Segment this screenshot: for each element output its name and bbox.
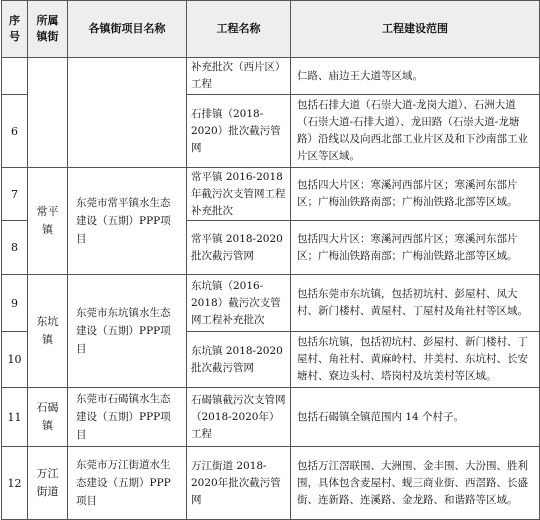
town-cell: 东坑镇: [28, 275, 68, 388]
table-row: [2, 168, 540, 221]
project-cell: 东莞市东坑镇水生态建设（五期）PPP项目: [68, 275, 187, 388]
engineering-cell: 石排镇（2018-2020）批次截污管网: [187, 95, 291, 168]
serial-cell: 8: [2, 221, 28, 275]
engineering-cell: 东坑镇（2016-2018）截污次支管网工程补充批次: [187, 275, 291, 332]
scope-cell: 包括四大片区：寒溪河西部片区；寒溪河东部片区；广梅汕铁路南部；广梅汕铁路北部等区域。: [291, 168, 540, 221]
project-cell: [68, 58, 187, 168]
serial-cell: 7: [2, 168, 28, 221]
header-engineering-name: 工程名称: [187, 1, 291, 58]
engineering-cell: 常平镇 2018-2020批次截污管网: [187, 221, 291, 275]
engineering-cell: 石碣镇截污次支管网（2018-2020年）工程: [187, 388, 291, 447]
scope-cell: 包括四大片区：寒溪河西部片区；寒溪河东部片区；广梅汕铁路南部；广梅汕铁路北部等区域。: [291, 221, 540, 275]
scope-cell: 包括石碣镇全镇范围内 14 个村子。: [291, 388, 540, 447]
scope-cell: 包括石排大道（石崇大道-龙岗大道）、石洲大道（石崇大道-石排大道）、龙田路（石崇大道-龙塘路）沿线以及向西北部工业片区及和下沙南部工业片区等区域。: [291, 95, 540, 168]
header-construction-scope: 工程建设范围: [291, 1, 540, 58]
project-cell: 东莞市石碣镇水生态建设（五期）PPP项目: [68, 388, 187, 447]
table-row: [2, 58, 540, 95]
table-header-row: [2, 1, 540, 58]
scope-cell: 包括万江滘联围、大洲围、金丰围、大汾围、胜利围，具体包含麦屋村、蚬三商业街、西滘路、长盛街、连新路、连溪路、金龙路、和谐路等区域。: [291, 447, 540, 520]
scope-cell: 包括东莞市东坑镇，包括初坑村、彭屋村、凤大村、新门楼村、黄屋村、丁屋村及角社村等区域。: [291, 275, 540, 332]
engineering-cell: 常平镇 2016-2018年截污次支管网工程补充批次: [187, 168, 291, 221]
table-row: [2, 275, 540, 332]
project-cell: 东莞市常平镇水生态建设（五期）PPP项目: [68, 168, 187, 275]
engineering-cell: 东坑镇 2018-2020批次截污管网: [187, 332, 291, 388]
serial-cell: [2, 58, 28, 95]
town-cell: 常平镇: [28, 168, 68, 275]
serial-cell: 6: [2, 95, 28, 168]
serial-cell: 10: [2, 332, 28, 388]
serial-cell: 11: [2, 388, 28, 447]
header-town: 所属 镇街: [28, 1, 68, 58]
table-row: [2, 388, 540, 447]
engineering-cell: 万江街道 2018-2020年批次截污管网: [187, 447, 291, 520]
header-serial: 序 号: [2, 1, 28, 58]
town-cell: 万江街道: [28, 447, 68, 520]
scope-cell: 包括东坑镇，包括初坑村、彭屋村、新门楼村、丁屋村、角社村、黄麻岭村、井美村、东坑村、长安塘村、寮边头村、塔岗村及坑美村等区域。: [291, 332, 540, 388]
serial-cell: 12: [2, 447, 28, 520]
header-project-name: 各镇街项目名称: [68, 1, 187, 58]
engineering-cell: 补充批次（西片区）工程: [187, 58, 291, 95]
scope-cell: 仁路、庙边王大道等区域。: [291, 58, 540, 95]
project-table: [1, 0, 540, 520]
serial-cell: 9: [2, 275, 28, 332]
project-cell: 东莞市万江街道水生态建设（五期）PPP项目: [68, 447, 187, 520]
town-cell: [28, 58, 68, 168]
town-cell: 石碣镇: [28, 388, 68, 447]
table-row: [2, 447, 540, 520]
